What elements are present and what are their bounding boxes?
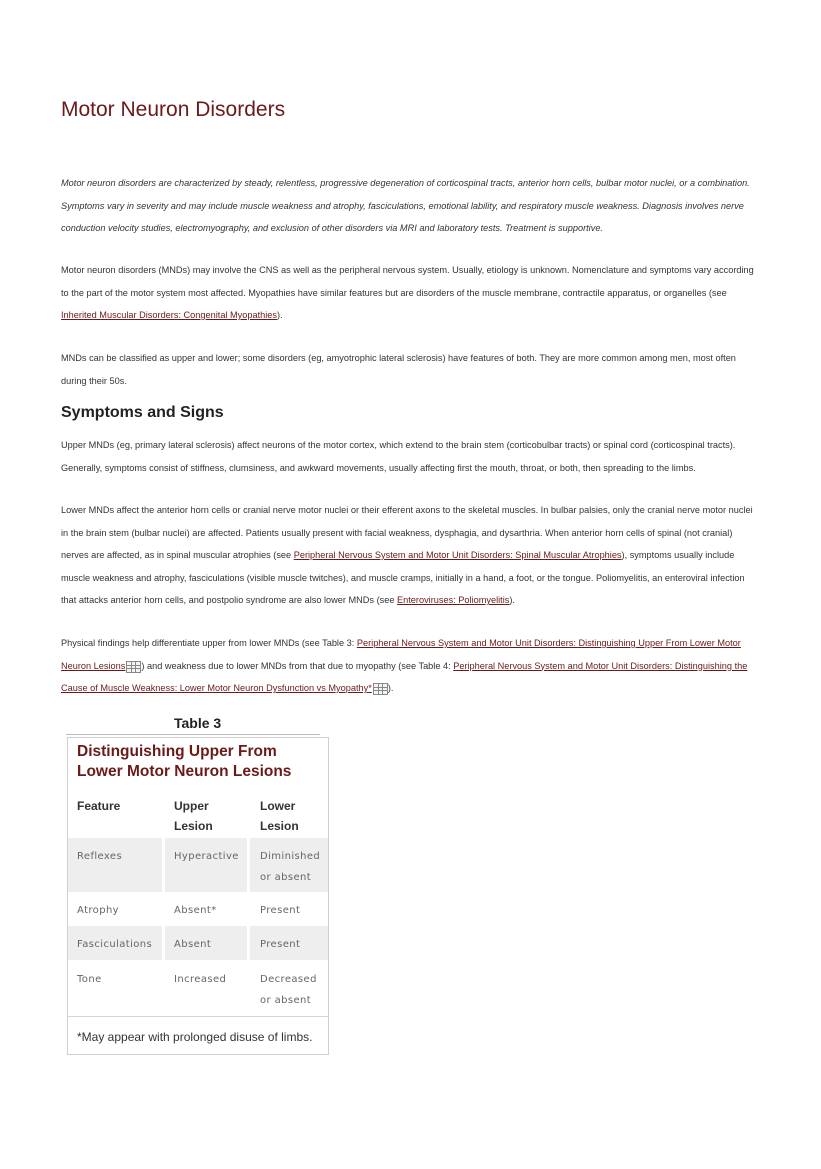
header-upper-lesion: Upper Lesion <box>174 799 213 833</box>
table-footer-divider <box>68 1016 328 1017</box>
text: Motor neuron disorders (MNDs) may involve the CNS as well as the peripheral nervous system. Usually, etiology is unknown. Nomenclature and symptoms vary according to the part of the motor system most affected. Myopathies have similar features but are disorders of the muscle membrane, contractile apparatus, or organelles (see <box>61 265 754 298</box>
table-3 <box>67 737 329 1055</box>
cell-atrophy-lower: Present <box>260 905 301 916</box>
cell-reflexes-upper: Hyperactive <box>174 851 239 862</box>
table-label-rule <box>66 734 320 735</box>
cell-atrophy: Atrophy <box>77 905 119 916</box>
cell-reflexes: Reflexes <box>77 851 123 862</box>
text: ). <box>387 683 394 693</box>
paragraph-lower-mnds <box>61 499 761 612</box>
cell-tone: Tone <box>77 974 102 985</box>
cell-fasciculations-lower: Present <box>260 939 301 950</box>
table-icon[interactable] <box>126 661 141 673</box>
page-title: Motor Neuron Disorders <box>61 98 286 121</box>
text: ) and weakness due to lower MNDs from that due to myopathy (see Table 4: <box>141 660 454 671</box>
cell-atrophy-upper: Absent* <box>174 905 217 916</box>
table-icon[interactable] <box>373 683 388 695</box>
cell-tone-lower: Decreased or absent <box>260 974 317 1006</box>
paragraph-overview <box>61 259 761 327</box>
header-feature: Feature <box>77 799 121 813</box>
intro-paragraph: Motor neuron disorders are characterized by steady, relentless, progressive degeneration of corticospinal tracts, anterior horn cells, bulbar motor nuclei, or a combination. Symptoms vary in severity and may include muscle weakness and atrophy, fasciculations, emotional lability, and respiratory muscle weakness. Diagnosis involves nerve conduction velocity studies, electromyography, and exclusion of other disorders via MRI and laboratory tests. Treatment is supportive. <box>61 178 750 233</box>
link-spinal-muscular-atrophies[interactable]: Peripheral Nervous System and Motor Unit Disorders: Spinal Muscular Atrophies <box>293 550 622 560</box>
text: Physical findings help differentiate upper from lower MNDs (see Table 3: <box>61 638 357 648</box>
header-lower-lesion: Lower Lesion <box>260 799 299 833</box>
link-table-4[interactable]: Peripheral Nervous System and Motor Unit Disorders: Distinguishing the Cause of Muscle Weakness: Lower Motor Neuron Dysfunction vs Myopathy* <box>61 660 748 693</box>
table-footnote: *May appear with prolonged disuse of limbs. <box>77 1030 313 1044</box>
cell-fasciculations: Fasciculations <box>77 939 153 950</box>
table-title: Distinguishing Upper From Lower Motor Neuron Lesions <box>77 743 292 780</box>
text: Lower MNDs affect the anterior horn cells or cranial nerve motor nuclei or their efferent axons to the skeletal muscles. In bulbar palsies, only the cranial nerve motor nuclei in the brain stem (bulbar nuclei) are affected. Patients usually present with facial weakness, dysphagia, and dysarthria. When anterior horn cells of spinal (not cranial) nerves are affected, as in spinal muscular atrophies (see <box>61 505 753 560</box>
text: ). <box>509 595 515 605</box>
paragraph-upper-mnds: Upper MNDs (eg, primary lateral sclerosis) affect neurons of the motor cortex, which extend to the brain stem (corticobulbar tracts) or spinal cord (corticospinal tracts). Generally, symptoms consist of stiffness, clumsiness, and awkward movements, usually affecting first the mouth, throat, or both, then spreading to the limbs. <box>61 440 736 473</box>
cell-fasciculations-upper: Absent <box>174 939 212 950</box>
section-heading-symptoms: Symptoms and Signs <box>61 404 224 421</box>
paragraph-physical-findings <box>61 632 761 700</box>
cell-tone-upper: Increased <box>174 974 227 985</box>
table-label: Table 3 <box>174 715 222 731</box>
text: ), symptoms usually include muscle weakness and atrophy, fasciculations (visible muscle twitches), and muscle cramps, initially in a hand, a foot, or the tongue. Poliomyelitis, an enteroviral infection that attacks anterior horn cells, and postpolio syndrome are also lower MNDs (see <box>61 550 745 605</box>
paragraph-classification: MNDs can be classified as upper and lower; some disorders (eg, amyotrophic lateral sclerosis) have features of both. They are more common among men, most often during their 50s. <box>61 353 736 386</box>
text: ). <box>277 310 283 320</box>
link-congenital-myopathies[interactable]: Inherited Muscular Disorders: Congenital Myopathies <box>61 310 278 320</box>
link-poliomyelitis[interactable]: Enteroviruses: Poliomyelitis <box>397 595 510 605</box>
cell-reflexes-lower: Diminished or absent <box>260 851 321 883</box>
link-table-3[interactable]: Peripheral Nervous System and Motor Unit Disorders: Distinguishing Upper From Lower Motor Neuron Lesions <box>61 638 741 671</box>
